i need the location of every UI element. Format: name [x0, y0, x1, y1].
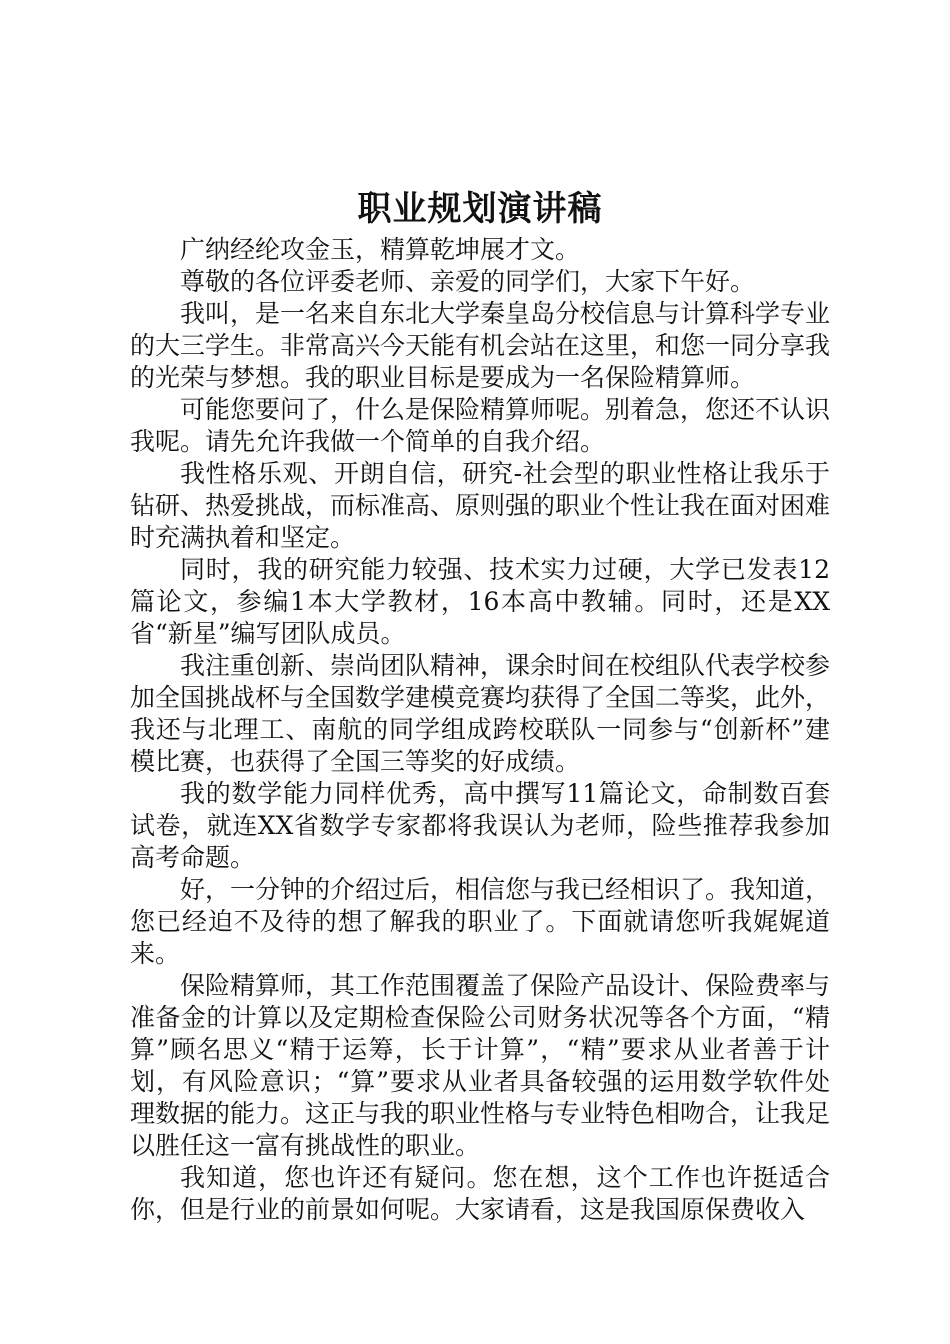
paragraph-10: 保险精算师，其工作范围覆盖了保险产品设计、保险费率与准备金的计算以及定期检查保险公司财务状况等各个方面，“精算”顾名思义“精于运筹，长于计算”，“精”要求从业者善于计划，有风险意识；“算”要求从业者具备较强的运用数学软件处理数据的能力。这正与我的职业性格与专业特色相吻合，让我足以胜任这一富有挑战性的职业。	[130, 971, 831, 1160]
paragraph-8: 我的数学能力同样优秀，高中撰写11篇论文，命制数百套试卷，就连XX省数学专家都将我误认为老师，险些推荐我参加高考命题。	[130, 779, 830, 872]
document-title: 职业规划演讲稿	[357, 189, 603, 229]
paragraph-5: 我性格乐观、开朗自信，研究-社会型的职业性格让我乐于钻研、热爱挑战，而标准高、原则强的职业个性让我在面对困难时充满执着和坚定。	[130, 459, 831, 552]
paragraph-6: 同时，我的研究能力较强、技术实力过硬，大学已发表12篇论文，参编1本大学教材，16本高中教辅。同时，还是XX省“新星”编写团队成员。	[130, 555, 830, 648]
paragraph-2: 尊敬的各位评委老师、亲爱的同学们，大家下午好。	[180, 267, 756, 296]
paragraph-11: 我知道，您也许还有疑问。您在想，这个工作也许挺适合你，但是行业的前景如何呢。大家请看，这是我国原保费收入	[130, 1163, 830, 1224]
paragraph-9: 好，一分钟的介绍过后，相信您与我已经相识了。我知道，您已经迫不及待的想了解我的职业了。下面就请您听我娓娓道来。	[130, 875, 831, 968]
paragraph-3: 我叫，是一名来自东北大学秦皇岛分校信息与计算科学专业的大三学生。非常高兴今天能有机会站在这里，和您一同分享我的光荣与梦想。我的职业目标是要成为一名保险精算师。	[130, 299, 831, 392]
paragraph-4: 可能您要问了，什么是保险精算师呢。别着急，您还不认识我呢。请先允许我做一个简单的自我介绍。	[130, 395, 831, 456]
paragraph-1: 广纳经纶攻金玉，精算乾坤展才文。	[180, 235, 581, 264]
document-page	[130, 186, 830, 1226]
paragraph-7: 我注重创新、崇尚团队精神，课余时间在校组队代表学校参加全国挑战杯与全国数学建模竞赛均获得了全国二等奖，此外，我还与北理工、南航的同学组成跨校联队一同参与“创新杯”建模比赛，也获得了全国三等奖的好成绩。	[130, 651, 831, 776]
